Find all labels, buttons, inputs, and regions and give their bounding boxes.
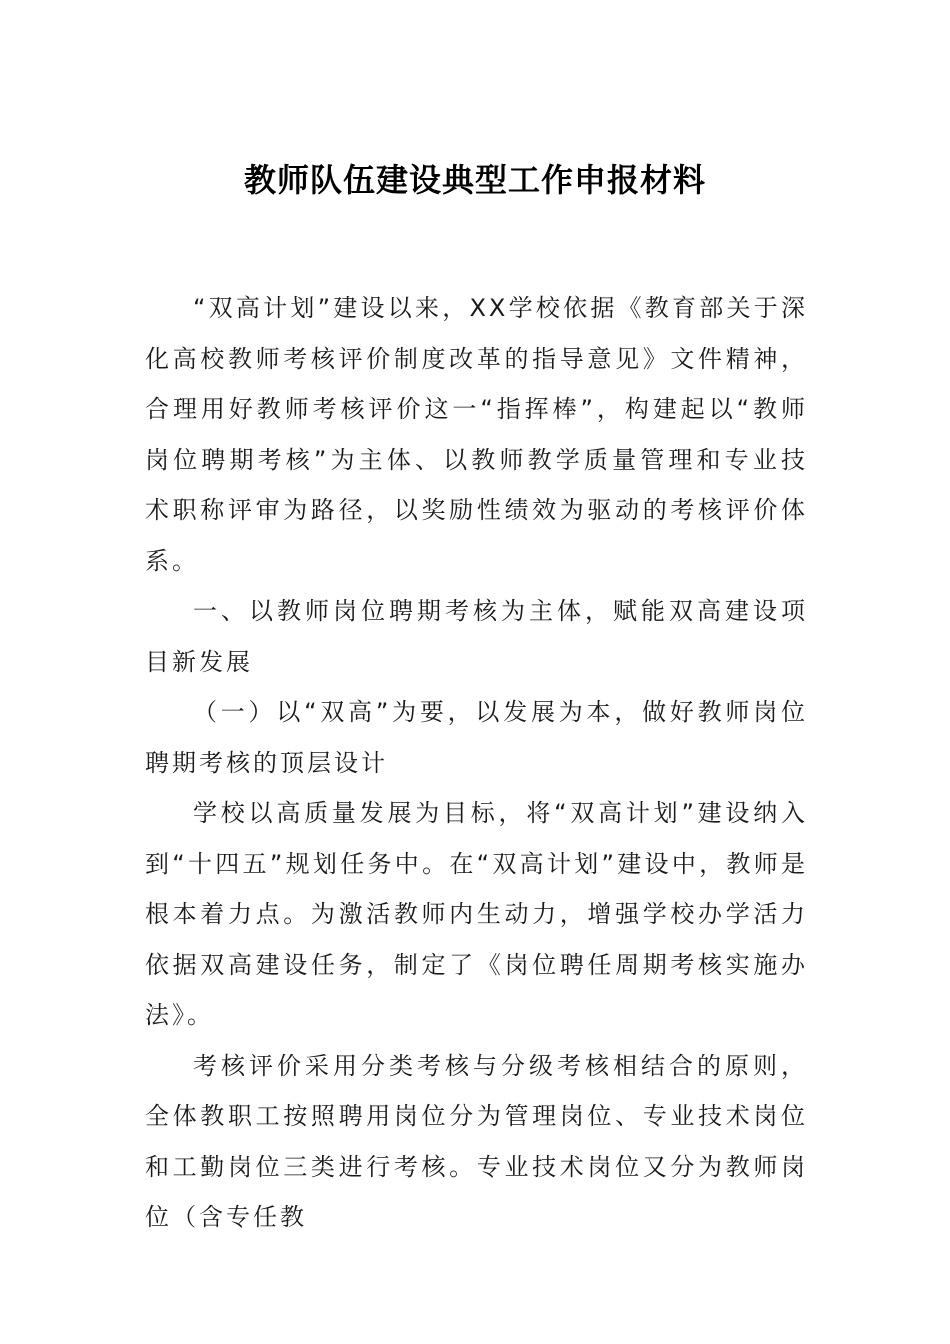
section-heading-1: 一、以教师岗位聘期考核为主体，赋能双高建设项目新发展 (145, 597, 808, 676)
document-title: 教师队伍建设典型工作申报材料 (243, 161, 706, 199)
document-body (145, 283, 808, 1243)
paragraph-plan: 学校以高质量发展为目标，将“双高计划”建设纳入到“十四五”规划任务中。在“双高计划”建设中，教师是根本着力点。为激活教师内生动力，增强学校办学活力依据双高建设任务，制定了《岗位聘任周期考核实施办法》。 (145, 799, 808, 1029)
paragraph-intro: “双高计划”建设以来，XX学校依据《教育部关于深化高校教师考核评价制度改革的指导意见》文件精神，合理用好教师考核评价这一“指挥棒”，构建起以“教师岗位聘期考核”为主体、以教师教学质量管理和专业技术职称评审为路径，以奖励性绩效为驱动的考核评价体系。 (145, 294, 808, 575)
paragraph-assessment: 考核评价采用分类考核与分级考核相结合的原则，全体教职工按照聘用岗位分为管理岗位、专业技术岗位和工勤岗位三类进行考核。专业技术岗位又分为教师岗位（含专任教 (145, 1051, 808, 1231)
subsection-heading-1: （一）以“双高”为要，以发展为本，做好教师岗位聘期考核的顶层设计 (145, 698, 808, 777)
